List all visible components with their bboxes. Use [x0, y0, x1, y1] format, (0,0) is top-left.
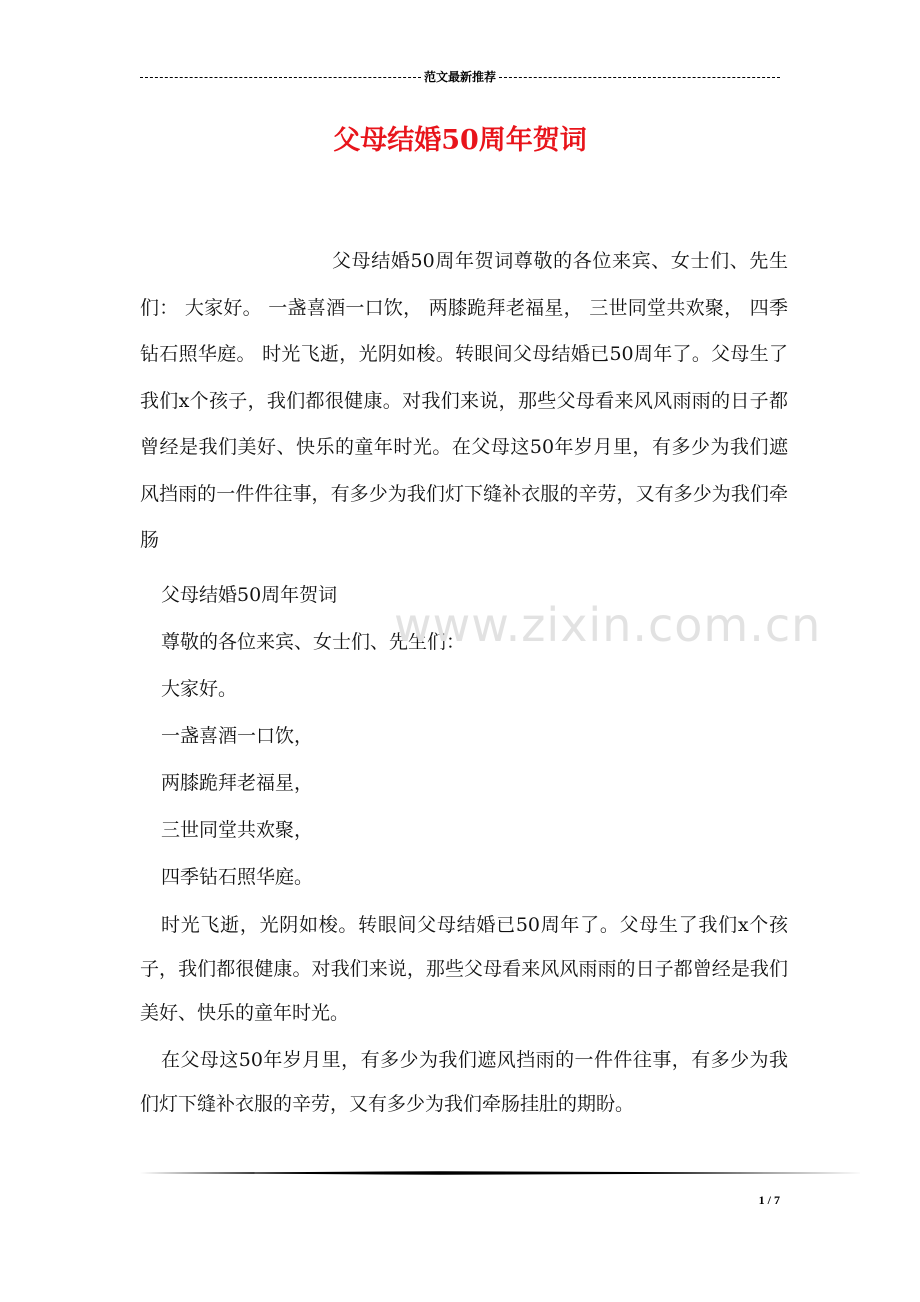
page-header [140, 68, 780, 85]
footer-rule [140, 1168, 864, 1178]
verse-line: 一盏喜酒一口饮， [161, 725, 314, 747]
verse-line: 大家好。 [161, 678, 238, 700]
intro-paragraph: 父母结婚50周年贺词尊敬的各位来宾、女士们、先生们： 大家好。 一盏喜酒一口饮， 两膝跪拜老福星， 三世同堂共欢聚， 四季钻石照华庭。 时光飞逝，光阴如梭。转眼间父母结婚已50周年了。父母生了我们x个孩子，我们都很健康。对我们来说，那些父母看来风风雨雨的日子都曾经是我们美好、快乐的童年时光。在父母这50年岁月里，有多少为我们遮风挡雨的一件件往事，有多少为我们灯下缝补衣服的辛劳，又有多少为我们牵肠 [140, 250, 788, 551]
verse-line: 四季钻石照华庭。 [161, 866, 314, 888]
document-title: 父母结婚50周年贺词 [333, 125, 587, 156]
verse-line: 父母结婚50周年贺词 [161, 584, 338, 606]
body-paragraph: 时光飞逝，光阴如梭。转眼间父母结婚已50周年了。父母生了我们x个孩子，我们都很健康。对我们来说，那些父母看来风风雨雨的日子都曾经是我们美好、快乐的童年时光。 [140, 914, 788, 1024]
header-dash-right [499, 77, 780, 78]
verse-lines [140, 572, 788, 901]
body-paragraph: 在父母这50年岁月里，有多少为我们遮风挡雨的一件件往事，有多少为我们灯下缝补衣服的辛劳，又有多少为我们牵肠挂肚的期盼。 [140, 1049, 788, 1115]
page-number: 1 / 7 [758, 1193, 780, 1207]
header-dash-left [140, 77, 421, 78]
watermark: www.zixin.com.cn [394, 598, 822, 652]
document-body [140, 572, 788, 1126]
verse-line: 尊敬的各位来宾、女士们、先生们： [161, 631, 466, 653]
verse-line: 三世同堂共欢聚， [161, 819, 314, 841]
header-label: 范文最新推荐 [424, 70, 497, 84]
verse-line: 两膝跪拜老福星， [161, 772, 314, 794]
